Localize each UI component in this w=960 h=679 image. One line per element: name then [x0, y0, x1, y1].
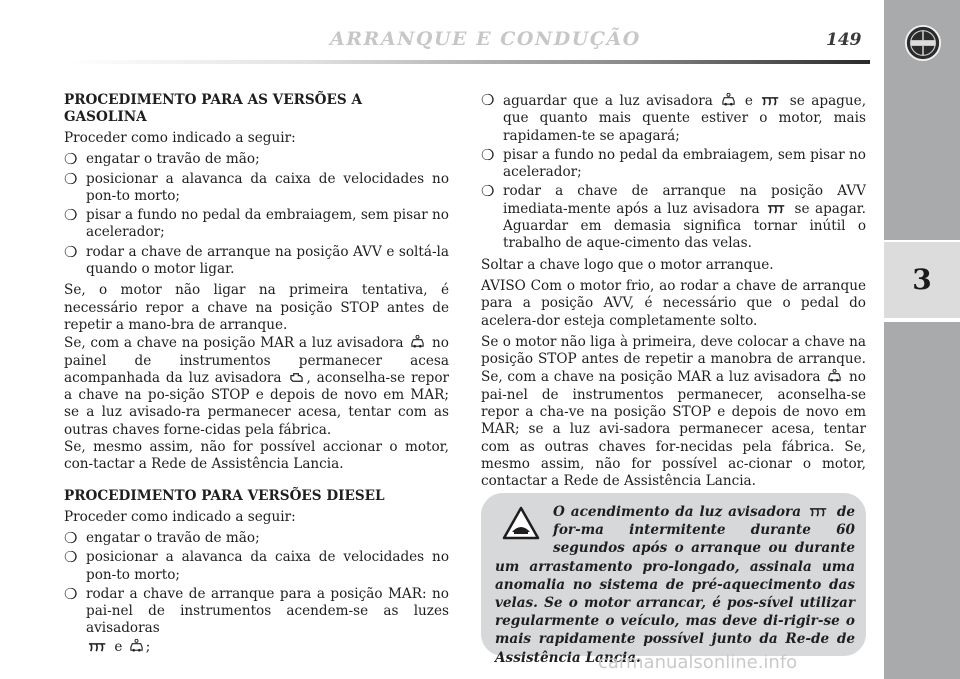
list-item: ❍ pisar a fundo no pedal da embraiagem, sem pisar no acelerador; [64, 206, 449, 241]
car-key-icon [721, 92, 736, 107]
engine-check-icon [289, 371, 304, 384]
car-key-icon [410, 334, 425, 349]
car-key-icon [129, 638, 144, 653]
paragraph: Se, o motor não ligar na primeira tentativa, é necessário repor a chave na posição STOP antes de repetir a mano-bra de arranque. [64, 282, 449, 333]
page-header-title: ARRANQUE E CONDUÇÃO [330, 28, 641, 50]
list-item: ❍ rodar a chave de arranque para a posição MAR: no pai-nel de instrumentos acendem-se as luzes avisadoras e ; [64, 584, 449, 655]
paragraph: Se, mesmo assim, não for possível accionar o motor, con-tactar a Rede de Assistência Lancia. [64, 439, 449, 473]
chapter-tab-strip [884, 0, 960, 677]
car-key-icon [827, 368, 842, 383]
page-number: 149 [826, 30, 862, 50]
list-item: ❍ rodar a chave de arranque na posição AVV e soltá-la quando o motor ligar. [64, 242, 449, 278]
watermark: carmanualsonline.info [598, 652, 798, 673]
tab-bottom-block [884, 320, 960, 679]
intro-diesel: Proceder como indicado a seguir: [64, 508, 296, 525]
bullets-diesel [64, 530, 449, 656]
lancia-logo-icon [904, 24, 942, 62]
header-rule [64, 60, 870, 64]
paragraph: Soltar a chave logo que o motor arranque. [481, 256, 774, 273]
chapter-tab [884, 242, 960, 318]
chapter-number: 3 [912, 263, 932, 296]
list-item: ❍ engatar o travão de mão; [64, 528, 260, 547]
intro-gasoline: Proceder como indicado a seguir: [64, 130, 296, 146]
glow-plug-icon [761, 96, 781, 107]
list-item: ❍ posicionar a alavanca da caixa de velocidades no pon-to morto; [64, 169, 449, 204]
tab-top-block [884, 0, 960, 242]
heading-gasoline: PROCEDIMENTO PARA AS VERSÕES A GASOLINA [64, 92, 362, 125]
bullets-gasoline [64, 151, 449, 278]
bullets-diesel-cont [481, 92, 866, 253]
paragraph: Se o motor não liga à primeira, deve colocar a chave na posição STOP antes de repetir a manobra de arranque. Se, com a chave na posição MAR a luz avisadora no pai-nel de instrumentos permanecer, aconselha-se repor a cha-ve na posição STOP e depois de novo em MAR; se a luz avi-sadora permanecer acesa, tentar com as outras chaves for-necidas pela fábrica. Se, mesmo assim, não for possível ac-cionar o motor, contactar a Rede de Assistência Lancia. [481, 333, 866, 490]
list-item: ❍ engatar o travão de mão; [64, 150, 260, 169]
glow-plug-icon [88, 642, 108, 653]
list-item: ❍ pisar a fundo no pedal da embraiagem, sem pisar no acelerador; [481, 145, 866, 181]
list-item: ❍ posicionar a alavanca da caixa de velocidades no pon-to morto; [64, 548, 449, 583]
warning-text: O acendimento da luz avisadora de for-ma intermitente durante 60 segundos após o arranque ou durante um arrastamento pro-longado, assinala uma anomalia no sistema de pré-aquecimento das velas. Se o motor arrancar, é pos-sível utilizar regularmente o veículo, mas deve di-rigir-se o mais rapidamente possível junto da Re-de de Assistência Lancia. [495, 504, 856, 666]
paragraph: AVISO Com o motor frio, ao rodar a chave de arranque para a posição AVV, é necessário que o pedal do acelera-dor esteja completamente solto. [481, 277, 866, 329]
left-column [64, 92, 449, 660]
glow-plug-icon [809, 507, 829, 518]
list-item: ❍ aguardar que a luz avisadora e se apague, que quanto mais quente estiver o motor, mais rapidamen-te se apagará; [481, 91, 867, 144]
heading-diesel: PROCEDIMENTO PARA VERSÕES DIESEL [64, 487, 385, 504]
list-item: ❍ rodar a chave de arranque na posição AVV imediata-mente após a luz avisadora se apagar. Aguardar em demasia significa tornar inútil o trabalho de aque-cimento das velas. [481, 182, 867, 252]
paragraph: Se, com a chave na posição MAR a luz avisadora no painel de instrumentos permanecer acesa acompanhada da luz avisadora , aconselha-se repor a chave na po-sição STOP e depois de novo em MAR; se a luz avisado-ra permanecer acesa, tentar com as outras chaves forne-cidas pela fábrica. [64, 335, 449, 438]
right-column [481, 92, 866, 495]
glow-plug-icon [767, 204, 787, 215]
